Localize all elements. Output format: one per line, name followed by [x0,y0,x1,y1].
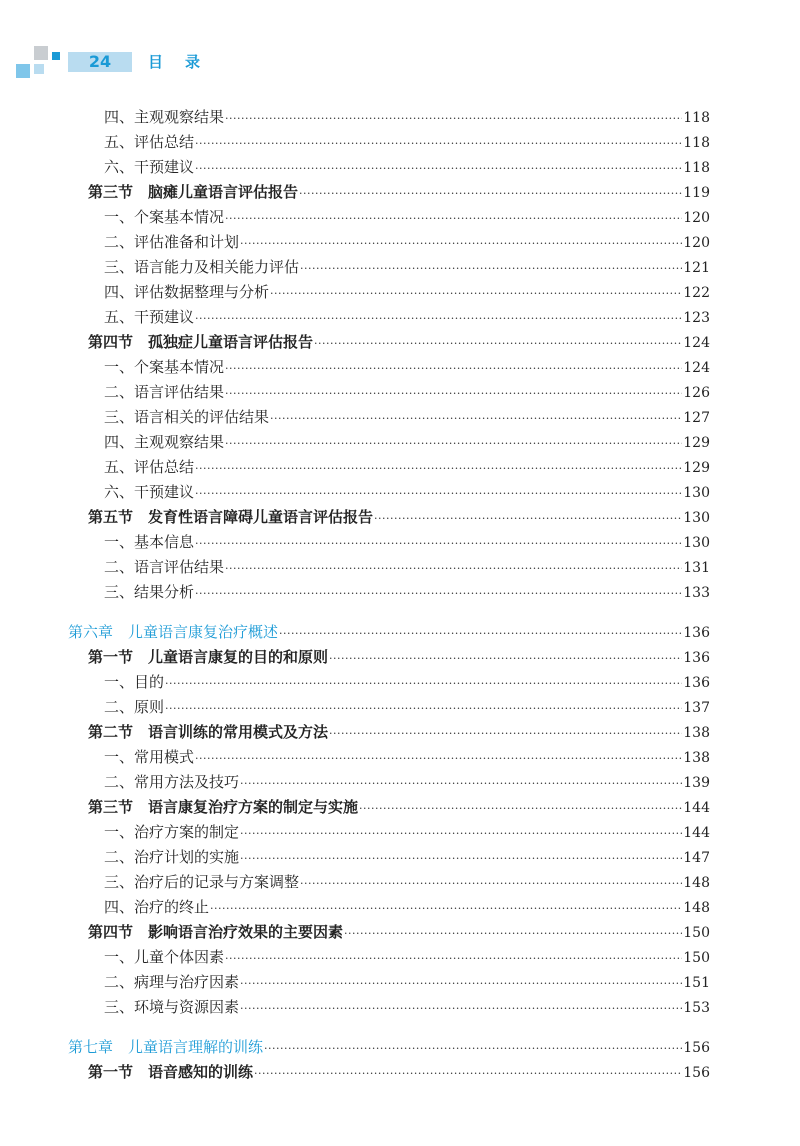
toc-entry-label: 第二节 语言训练的常用模式及方法 [88,723,329,741]
toc-entry-page: 124 [683,335,710,351]
dot-leader [165,672,682,696]
toc-entry-label: 三、结果分析 [104,583,195,601]
toc-entry-page: 150 [683,925,710,941]
toc-item[interactable] [104,155,710,179]
toc-entry-label: 第五节 发育性语言障碍儿童语言评估报告 [88,508,374,526]
dot-leader [210,897,682,921]
toc-entry-page: 126 [683,385,710,401]
toc-entry-label: 四、主观观察结果 [104,433,225,451]
toc-entry-label: 二、常用方法及技巧 [104,773,240,791]
toc-entry-label: 三、治疗后的记录与方案调整 [104,873,300,891]
toc-entry-page: 136 [683,625,710,641]
toc-entry-page: 151 [683,975,710,991]
header-decoration [0,40,64,90]
toc-entry-page: 119 [683,185,710,201]
toc-item[interactable] [104,480,710,504]
toc-item[interactable] [104,105,710,129]
toc-item[interactable] [104,995,710,1019]
toc-entry-page: 156 [683,1065,710,1081]
dot-leader [240,997,682,1021]
toc-item[interactable] [104,770,710,794]
toc-entry-page: 156 [683,1040,710,1056]
toc-entry-page: 130 [683,485,710,501]
toc-entry-page: 139 [683,775,710,791]
toc-entry-page: 131 [683,560,710,576]
toc-chapter[interactable] [68,1035,710,1059]
dot-leader [270,407,682,431]
toc-section[interactable] [88,330,710,354]
toc-entry-page: 129 [683,460,710,476]
toc-entry-label: 三、语言相关的评估结果 [104,408,270,426]
toc-entry-label: 第六章 儿童语言康复治疗概述 [68,623,279,641]
toc-entry-page: 153 [683,1000,710,1016]
dot-leader [240,847,682,871]
toc-entry-page: 144 [683,825,710,841]
dot-leader [359,797,682,821]
toc-entry-page: 147 [683,850,710,866]
toc-entry-label: 第四节 孤独症儿童语言评估报告 [88,333,314,351]
toc-entry-label: 一、个案基本情况 [104,208,225,226]
toc-entry-page: 118 [683,160,710,176]
toc-item[interactable] [104,130,710,154]
dot-leader [329,647,682,671]
toc-item[interactable] [104,455,710,479]
toc-entry-page: 144 [683,800,710,816]
toc-entry-label: 四、评估数据整理与分析 [104,283,270,301]
toc-item[interactable] [104,205,710,229]
dot-leader [195,747,682,771]
toc-entry-page: 138 [683,725,710,741]
toc-entry-label: 六、干预建议 [104,483,195,501]
dot-leader [225,357,682,381]
dot-leader [195,582,682,606]
toc-item[interactable] [104,870,710,894]
toc-entry-page: 130 [683,535,710,551]
dot-leader [195,457,682,481]
toc-entry-page: 120 [683,235,710,251]
dot-leader [254,1062,682,1086]
toc-entry-label: 二、语言评估结果 [104,383,225,401]
toc-item[interactable] [104,305,710,329]
toc-entry-page: 121 [683,260,710,276]
toc-section[interactable] [88,505,710,529]
toc-entry-page: 130 [683,510,710,526]
dot-leader [240,972,682,996]
toc-item[interactable] [104,895,710,919]
toc-item[interactable] [104,580,710,604]
toc-entry-label: 一、目的 [104,673,165,691]
toc-entry-label: 二、病理与治疗因素 [104,973,240,991]
dot-leader [195,307,682,331]
toc-entry-label: 一、儿童个体因素 [104,948,225,966]
toc-entry-label: 二、语言评估结果 [104,558,225,576]
dot-leader [344,922,682,946]
toc-item[interactable] [104,820,710,844]
dot-leader [195,482,682,506]
toc-entry-page: 148 [683,900,710,916]
toc-entry-label: 六、干预建议 [104,158,195,176]
toc-entry-label: 第三节 脑瘫儿童语言评估报告 [88,183,299,201]
dot-leader [240,772,682,796]
dot-leader [270,282,682,306]
toc-entry-page: 122 [683,285,710,301]
toc-entry-label: 第一节 儿童语言康复的目的和原则 [88,648,329,666]
toc-item[interactable] [104,280,710,304]
toc-section[interactable] [88,920,710,944]
toc-entry-label: 五、干预建议 [104,308,195,326]
toc-section[interactable] [88,1060,710,1084]
dot-leader [225,382,682,406]
toc-entry-page: 133 [683,585,710,601]
toc-entry-page: 118 [683,110,710,126]
toc-entry-page: 129 [683,435,710,451]
dot-leader [225,432,682,456]
toc-entry-label: 五、评估总结 [104,133,195,151]
dot-leader [165,697,682,721]
toc-item[interactable] [104,945,710,969]
toc-entry-label: 第一节 语音感知的训练 [88,1063,254,1081]
toc-section[interactable] [88,645,710,669]
page-header [0,40,800,90]
page-number: 24 [68,52,132,72]
toc-entry-label: 四、主观观察结果 [104,108,225,126]
dot-leader [300,257,682,281]
toc-item[interactable] [104,230,710,254]
toc-entry-page: 136 [683,675,710,691]
toc-entry-page: 148 [683,875,710,891]
toc-entry-page: 137 [683,700,710,716]
toc-entry-label: 二、原则 [104,698,165,716]
dot-leader [195,532,682,556]
toc-entry-page: 127 [683,410,710,426]
toc-entry-label: 第七章 儿童语言理解的训练 [68,1038,264,1056]
dot-leader [314,332,682,356]
toc-entry-label: 二、评估准备和计划 [104,233,240,251]
toc-item[interactable] [104,845,710,869]
toc-item[interactable] [104,530,710,554]
toc-item[interactable] [104,355,710,379]
toc-item[interactable] [104,745,710,769]
toc-entry-label: 第四节 影响语言治疗效果的主要因素 [88,923,344,941]
dot-leader [279,622,682,646]
dot-leader [225,207,682,231]
dot-leader [264,1037,682,1061]
toc-entry-label: 第三节 语言康复治疗方案的制定与实施 [88,798,359,816]
dot-leader [195,157,682,181]
dot-leader [240,822,682,846]
toc-entry-label: 五、评估总结 [104,458,195,476]
toc-item[interactable] [104,695,710,719]
toc-entry-page: 124 [683,360,710,376]
dot-leader [225,947,682,971]
toc-item[interactable] [104,255,710,279]
toc-entry-page: 118 [683,135,710,151]
toc-item[interactable] [104,970,710,994]
dot-leader [225,107,682,131]
toc-entry-label: 一、治疗方案的制定 [104,823,240,841]
toc-item[interactable] [104,555,710,579]
toc-chapter[interactable] [68,620,710,644]
toc-entry-label: 三、语言能力及相关能力评估 [104,258,300,276]
toc-entry-label: 四、治疗的终止 [104,898,210,916]
dot-leader [299,182,682,206]
toc-section[interactable] [88,720,710,744]
toc-item[interactable] [104,380,710,404]
dot-leader [300,872,682,896]
toc-item[interactable] [104,670,710,694]
header-title: 目录 [148,53,223,71]
toc-section[interactable] [88,180,710,204]
toc-section[interactable] [88,795,710,819]
toc-entry-page: 150 [683,950,710,966]
toc-entry-label: 一、个案基本情况 [104,358,225,376]
dot-leader [225,557,682,581]
toc-entry-page: 136 [683,650,710,666]
dot-leader [329,722,682,746]
toc-entry-label: 二、治疗计划的实施 [104,848,240,866]
toc-item[interactable] [104,405,710,429]
toc-entry-page: 120 [683,210,710,226]
toc-entry-label: 一、常用模式 [104,748,195,766]
dot-leader [374,507,682,531]
toc-item[interactable] [104,430,710,454]
dot-leader [240,232,682,256]
dot-leader [195,132,682,156]
toc-entry-label: 三、环境与资源因素 [104,998,240,1016]
toc-entry-page: 138 [683,750,710,766]
toc-entry-page: 123 [683,310,710,326]
toc-entry-label: 一、基本信息 [104,533,195,551]
